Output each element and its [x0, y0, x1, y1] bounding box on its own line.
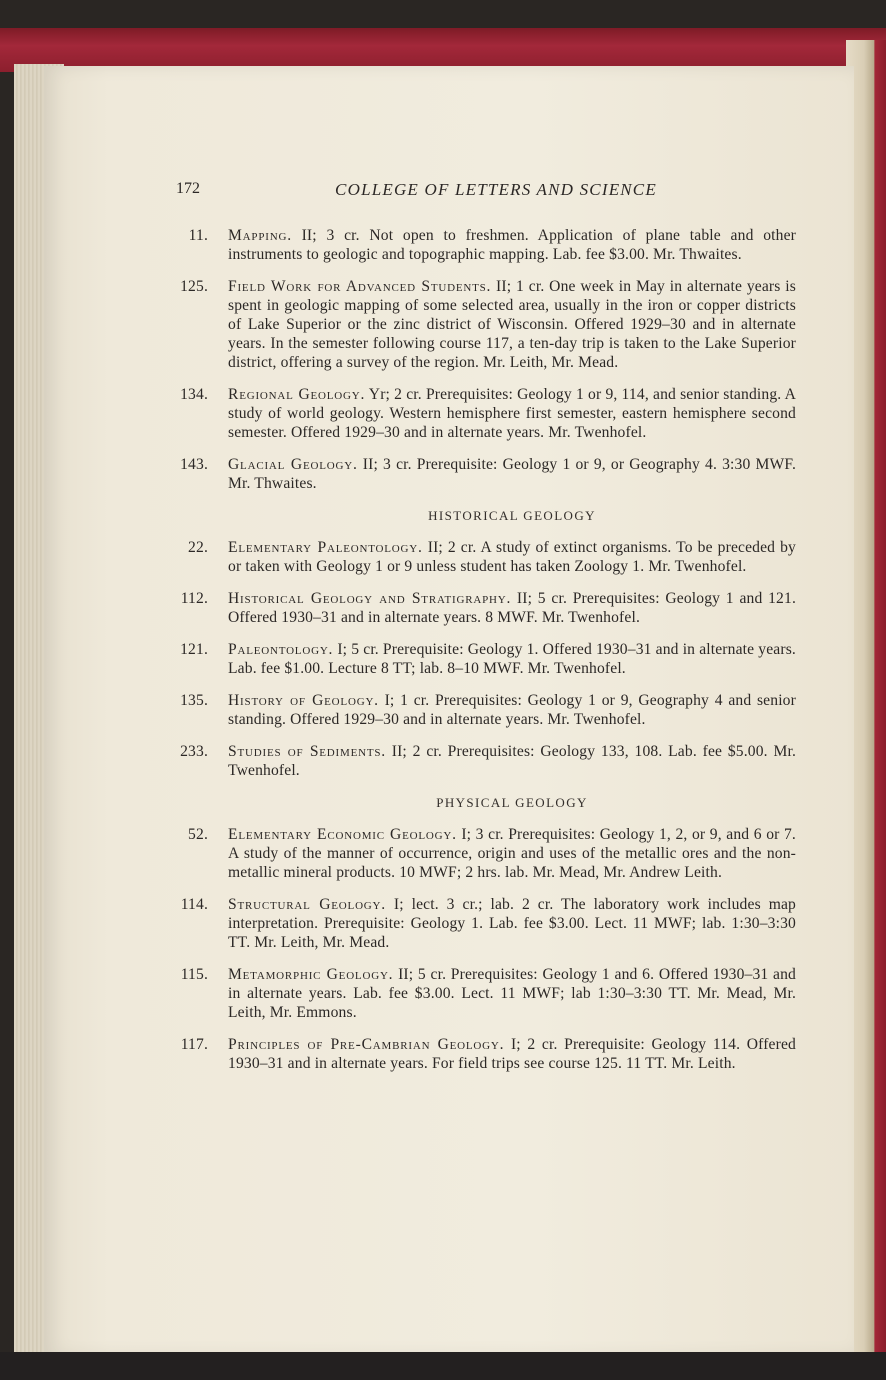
course-title: History of Geology.: [228, 692, 379, 709]
course-description: I; 2 cr. Prerequisite: Geology 114. Offered 1930–31 and in alternate years. For field trips see course 125. 11 TT. Mr. Leith.: [228, 1036, 796, 1072]
course-description: I; 3 cr. Prerequisites: Geology 1, 2, or 9, and 6 or 7. A study of the manner of occurrence, origin and uses of the metallic ores and the non-metallic mineral products. 10 MWF; 2 hrs. lab. Mr. Mead, Mr. Andrew Leith.: [228, 826, 796, 881]
page-header: [176, 180, 796, 204]
course-number: 134.: [180, 386, 208, 403]
course-entry: [174, 825, 796, 882]
course-number: 11.: [188, 227, 208, 244]
course-number: 52.: [188, 826, 208, 843]
course-number: 114.: [180, 896, 208, 913]
course-number: 125.: [180, 278, 208, 295]
course-title: Glacial Geology.: [228, 456, 358, 473]
course-entry: [174, 455, 796, 493]
course-number: 143.: [180, 456, 208, 473]
course-entry: [174, 589, 796, 627]
course-number: 135.: [180, 692, 208, 709]
course-number: 115.: [180, 966, 208, 983]
course-title: Historical Geology and Stratigraphy.: [228, 590, 512, 607]
course-title: Regional Geology.: [228, 386, 366, 403]
course-entry: [174, 277, 796, 372]
course-title: Metamorphic Geology.: [228, 966, 394, 983]
course-title: Elementary Economic Geology.: [228, 826, 457, 843]
course-description: Yr; 2 cr. Prerequisites: Geology 1 or 9, 114, and senior standing. A study of world geology. Western hemisphere first semester, eastern hemisphere second semester. Offered 1929–30 and in alternate years. Mr. Twenhofel.: [228, 386, 796, 441]
course-description: II; 2 cr. A study of extinct organisms. To be preceded by or taken with Geology 1 or 9 unless student has taken Zoology 1. Mr. Twenhofel.: [228, 539, 796, 575]
course-number: 233.: [180, 743, 208, 760]
course-description: II; 2 cr. Prerequisites: Geology 133, 108. Lab. fee $5.00. Mr. Twenhofel.: [228, 743, 796, 779]
course-entry: [174, 965, 796, 1022]
course-description: II; 3 cr. Prerequisite: Geology 1 or 9, or Geography 4. 3:30 MWF. Mr. Thwaites.: [228, 456, 796, 492]
course-description: I; 1 cr. Prerequisites: Geology 1 or 9, Geography 4 and senior standing. Offered 1929–30 and in alternate years. Mr. Twenhofel.: [228, 692, 796, 728]
course-description: II; 5 cr. Prerequisites: Geology 1 and 121. Offered 1930–31 and in alternate years. 8 MWF. Mr. Twenhofel.: [228, 590, 796, 626]
course-entry: [174, 538, 796, 576]
course-number: 22.: [188, 539, 208, 556]
course-description: II; 5 cr. Prerequisites: Geology 1 and 6. Offered 1930–31 and in alternate years. Lab. fee $3.00. Lect. 11 MWF; lab 1:30–3:30 TT. Mr. Mead, Mr. Leith, Mr. Emmons.: [228, 966, 796, 1021]
course-description: I; lect. 3 cr.; lab. 2 cr. The laboratory work includes map interpretation. Prerequisite: Geology 1. Lab. fee $3.00. Lect. 11 MWF; lab. 1:30–3:30 TT. Mr. Leith, Mr. Mead.: [228, 896, 796, 951]
course-number: 112.: [180, 590, 208, 607]
page-number: 172: [176, 180, 200, 197]
course-description: I; 5 cr. Prerequisite: Geology 1. Offered 1930–31 and in alternate years. Lab. fee $1.00. Lecture 8 TT; lab. 8–10 MWF. Mr. Twenhofel.: [228, 641, 796, 677]
course-number: 121.: [180, 641, 208, 658]
course-title: Principles of Pre-Cambrian Geology.: [228, 1036, 505, 1053]
course-title: Mapping.: [228, 227, 292, 244]
course-description: II; 3 cr. Not open to freshmen. Application of plane table and other instruments to geologic and topographic mapping. Lab. fee $3.00. Mr. Thwaites.: [228, 227, 796, 263]
course-number: 117.: [180, 1036, 208, 1053]
course-entry: [174, 1035, 796, 1073]
course-title: Field Work for Advanced Students.: [228, 278, 492, 295]
course-title: Structural Geology.: [228, 896, 386, 913]
course-entry: [174, 640, 796, 678]
course-listing: [174, 226, 796, 1086]
course-description: II; 1 cr. One week in May in alternate years is spent in geologic mapping of some selected area, usually in the iron or copper districts of Lake Superior or the zinc district of Wisconsin. Offered 1929–30 and in alternate years. In the semester following course 117, a ten-day trip is taken to the Lake Superior district, offering a survey of the region. Mr. Leith, Mr. Mead.: [228, 278, 796, 371]
course-entry: [174, 385, 796, 442]
section-heading-physical-geology: PHYSICAL GEOLOGY: [436, 795, 588, 810]
bottom-shadow: [0, 1352, 886, 1380]
course-entry: [174, 742, 796, 780]
running-head: COLLEGE OF LETTERS AND SCIENCE: [335, 180, 657, 199]
course-entry: [174, 691, 796, 729]
course-title: Elementary Paleontology.: [228, 539, 423, 556]
course-entry: [174, 895, 796, 952]
course-title: Paleontology.: [228, 641, 334, 658]
course-title: Studies of Sediments.: [228, 743, 386, 760]
section-heading-historical-geology: HISTORICAL GEOLOGY: [428, 508, 596, 523]
course-entry: [174, 226, 796, 264]
